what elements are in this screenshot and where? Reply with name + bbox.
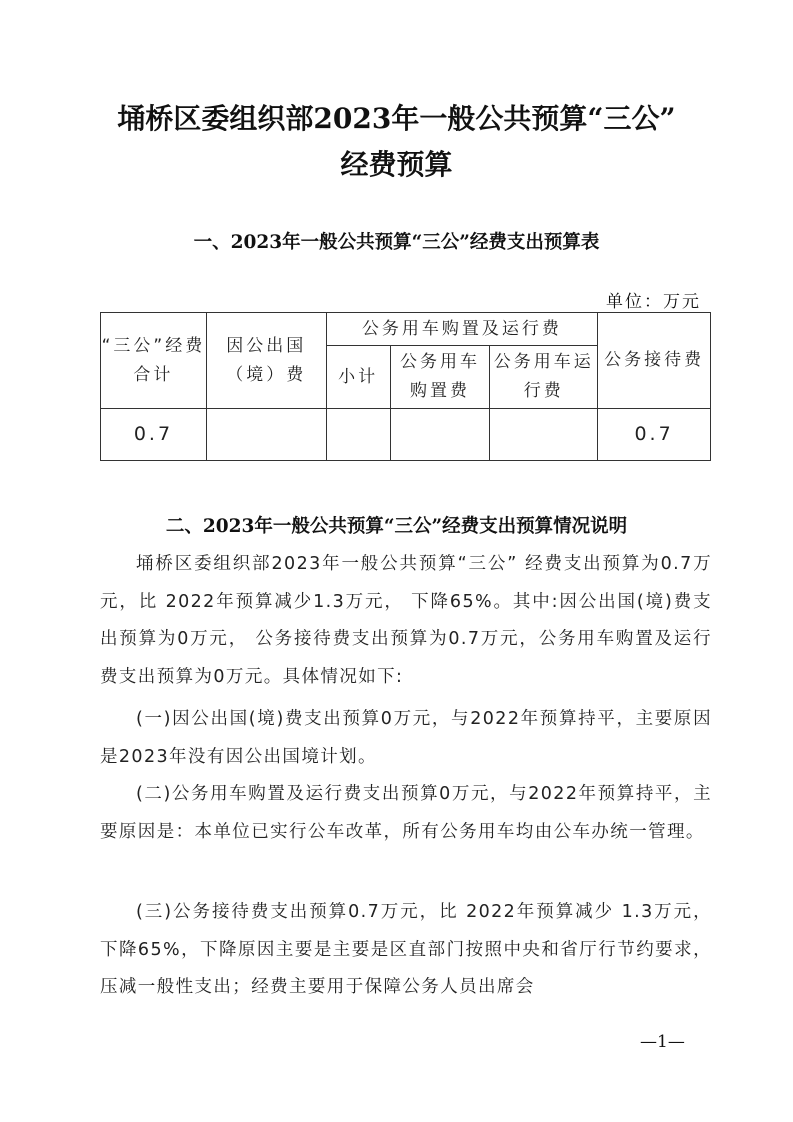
page-number: —1— [640,1032,685,1052]
paragraph-reception: (三)公务接待费支出预算0.7万元，比 2022年预算减少 1.3万元，下降65%，下降原因主要是主要是区直部门按照中央和省厅行节约要求，压减一般性支出；经费主要用于保障公务人员出席会 [100,902,712,997]
paragraph-overseas: (一)因公出国(境)费支出预算0万元，与2022年预算持平，主要原因是2023年没有因公出国境计划。 [100,709,712,767]
section1-heading: 一、2023年一般公共预算“三公”经费支出预算表 [193,232,600,253]
header-total: “三公”经费合计 [101,313,207,409]
header-vehicle-operation: 公务用车运行费 [490,346,598,409]
cell-vehicle-subtotal [326,409,390,461]
cell-vehicle-operation [490,409,598,461]
cell-vehicle-purchase [390,409,490,461]
cell-total: 0.7 [101,409,207,461]
table-row [101,409,711,461]
header-vehicle-group: 公务用车购置及运行费 [326,313,597,346]
header-reception: 公务接待费 [598,313,711,409]
header-overseas: 因公出国（境）费 [206,313,326,409]
document-title-line2: 经费预算 [340,148,453,181]
document-title-line1: 埇桥区委组织部2023年一般公共预算“三公” [117,102,676,135]
cell-reception: 0.7 [598,409,711,461]
paragraph-vehicle: (二)公务用车购置及运行费支出预算0万元，与2022年预算持平，主要原因是：本单位已实行公车改革，所有公务用车均由公车办统一管理。 [100,784,712,842]
budget-table [100,312,711,461]
cell-overseas [206,409,326,461]
header-vehicle-subtotal: 小计 [326,346,390,409]
paragraph-summary: 埇桥区委组织部2023年一般公共预算“三公” 经费支出预算为0.7万元，比 2022年预算减少1.3万元， 下降65%。其中:因公出国(境)费支出预算为0万元， 公务接待费支出预算为0.7万元，公务用车购置及运行费支出预算为0万元。具体情况如下: [100,554,712,687]
unit-label: 单位：万元 [606,292,701,312]
table-header-row [101,313,711,346]
header-vehicle-purchase: 公务用车购置费 [390,346,490,409]
section2-heading: 二、2023年一般公共预算“三公”经费支出预算情况说明 [165,516,628,537]
